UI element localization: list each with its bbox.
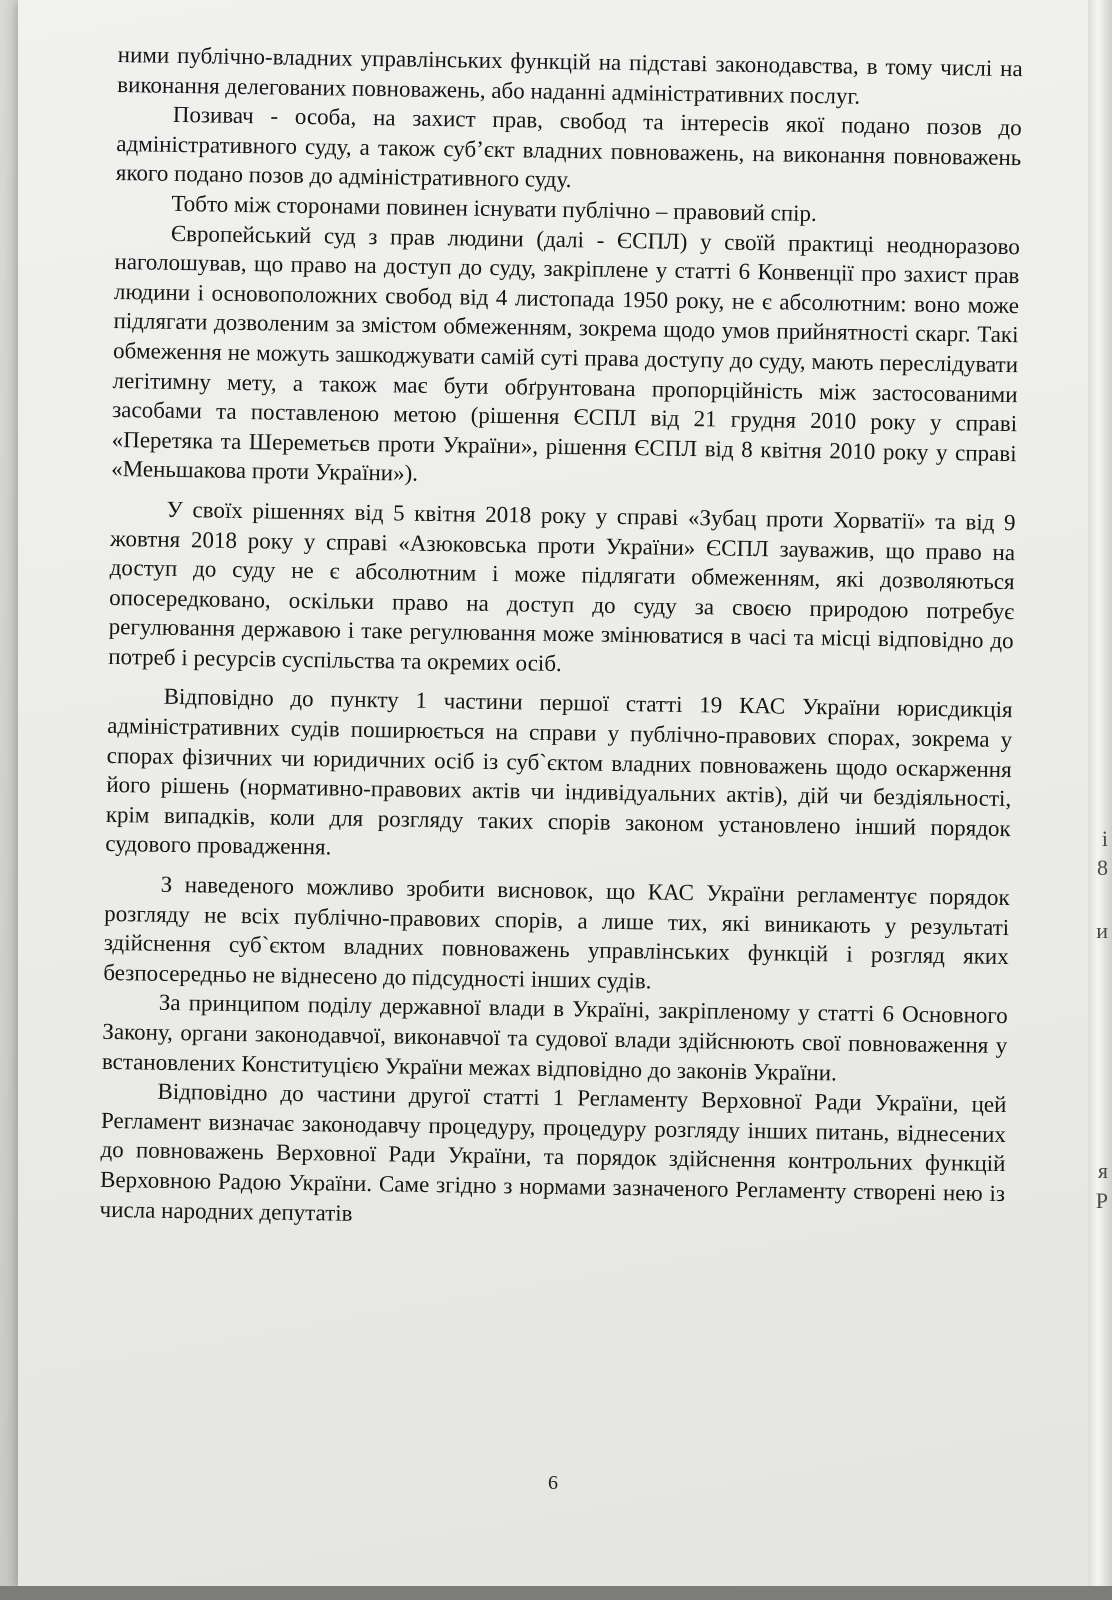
paragraph-6: Відповідно до пункту 1 частини першої статті 19 КАС України юрисдикція адміністративних судів поширюється на справи у публічно-правових спорах, зокрема у спорах фізичних чи юридичних осіб із суб`єктом владних повноважень щодо оскарження його рішень (нормативно-правових актів чи індивідуальних актів), дій чи бездіяльності, крім випадків, коли для розгляду таких спорів законом установлено інший порядок судового провадження. [105,684,1013,860]
paragraph-2: Позивач - особа, на захист прав, свобод та інтересів якої подано позов до адміністративного суду, а також суб’єкт владних повноважень, на виконання повноважень якого подано позов до адміністративного суду. [115,102,1022,193]
paragraph-8: За принципом поділу державної влади в Україні, закріпленому у статті 6 Основного Закону, органи законодавчої, виконавчої та судової влади здійснюють свої повноваження у встановлених Конституцією України межах відповідно до законів України. [101,990,1008,1086]
paragraph-4: Європейський суд з прав людини (далі - ЄСПЛ) у своїй практиці неодноразово наголошував, що право на доступ до суду, закріплене у статті 6 Конвенції про захист прав людини і основоположних свобод від 4 листопада 1950 року, не є абсолютним: воно може підлягати дозволеним за змістом обмеженням, зокрема щодо умов прийнятності скарг. Такі обмеження не можуть зашкоджувати самій суті права доступу до суду, мають переслідувати легітимну мету, а також має бути обґрунтована пропорційність між застосованими засобами та поставленою метою (рішення ЄСПЛ від 21 грудня 2010 року у справі «Перетяка та Шереметьєв проти України», рішення ЄСПЛ від 8 квітня 2010 року у справі «Меньшакова проти України»). [111,220,1021,487]
edge-mark: 8 [1097,855,1108,880]
paragraph-1: ними публічно-владних управлінських функцій на підставі законодавства, в тому числі на виконання делегованих повноважень, або наданні адміністративних послуг. [117,41,1023,109]
edge-mark: Р [1095,1188,1108,1213]
paragraph-5: У своїх рішеннях від 5 квітня 2018 року у справі «Зубац проти Хорватії» та від 9 жовтня 2018 року у справі «Азюковська проти України» ЄСПЛ зауважив, що право на доступ до суду не є абсолютним і може підлягати обмеженням, які дозволяються опосередковано, оскільки право на доступ до суду за своєю природою потребує регулювання державою і таке регулювання може змінюватися в часі та місці відповідно до потреб і ресурсів суспільства та окремих осіб. [108,496,1016,676]
document-body [99,40,1022,1238]
page-number: 6 [548,1472,558,1494]
edge-mark: и [1096,918,1108,943]
edge-mark: я [1097,1158,1108,1183]
document-page [18,0,1088,1590]
paragraph-9: Відповідно до частини другої статті 1 Регламенту Верховної Ради України, цей Регламент визначає законодавчу процедуру, процедуру розгляду інших питань, віднесених до повноважень Верховної Ради України, та порядок здійснення контрольних функцій Верховною Радою України. Саме згідно з нормами зазначеного Регламенту створені нею із числа народних депутатів [99,1078,1007,1226]
paragraph-3: Тобто між сторонами повинен існувати публічно – правовий спір. [171,190,817,226]
table-surface [0,1586,1112,1600]
paragraph-7: З наведеного можливо зробити висновок, що КАС України регламентує порядок розгляду не всіх публічно-правових спорів, а лише тих, які виникають у результаті здійснення суб`єктом владних повноважень управлінських функцій і розгляд яких безпосередньо не віднесено до підсудності інших судів. [103,871,1010,994]
next-page-edge [1088,0,1112,1600]
edge-mark: і [1101,826,1108,851]
